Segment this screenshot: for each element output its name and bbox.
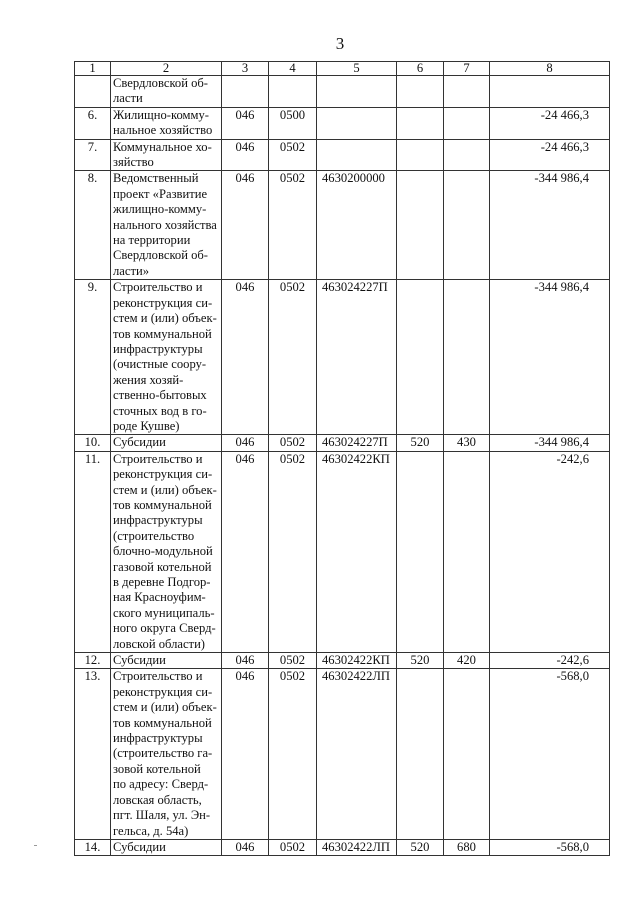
kosgu-code: 430 [444,435,490,451]
target-article: 46302422ЛП [317,669,397,839]
amount: -242,6 [490,451,610,652]
ministry-code: 046 [222,107,269,139]
kosgu-code [444,669,490,839]
ministry-code: 046 [222,280,269,435]
row-name: Строительство и реконструкция си- стем и (или) объек- тов коммунальной инфраструктуры (очистные соору- жения хозяй- ственно-бытовых сточных вод в го- роде Кушве) [111,280,222,435]
table-row [75,653,610,669]
ministry-code: 046 [222,171,269,280]
target-article: 46302422ЛП [317,839,397,855]
amount: -568,0 [490,839,610,855]
table-row [75,669,610,839]
header-col-3: 3 [222,62,269,76]
scan-artifact [34,845,37,846]
expense-type [397,171,444,280]
expense-type [397,280,444,435]
target-article: 46302422КП [317,653,397,669]
target-article [317,107,397,139]
target-article: 4630200000 [317,171,397,280]
row-name: Субсидии [111,839,222,855]
section-code: 0502 [269,435,317,451]
expense-type [397,107,444,139]
ministry-code: 046 [222,139,269,171]
section-code: 0502 [269,280,317,435]
table-row [75,839,610,855]
page-number: 3 [335,34,345,53]
kosgu-code [444,451,490,652]
table-row [75,171,610,280]
kosgu-code: 420 [444,653,490,669]
ministry-code: 046 [222,451,269,652]
row-number: 14. [75,839,111,855]
kosgu-code [444,171,490,280]
amount: -24 466,3 [490,139,610,171]
expense-type: 520 [397,653,444,669]
target-article [317,76,397,108]
header-col-6: 6 [397,62,444,76]
row-number: 10. [75,435,111,451]
target-article: 463024227П [317,280,397,435]
amount: -344 986,4 [490,280,610,435]
section-code [269,76,317,108]
expense-type: 520 [397,435,444,451]
section-code: 0502 [269,669,317,839]
row-name: Ведомственный проект «Развитие жилищно-комму- нального хозяйства на территории Свердловской об- ласти» [111,171,222,280]
row-name: Субсидии [111,435,222,451]
row-number: 9. [75,280,111,435]
kosgu-code [444,76,490,108]
table-row [75,107,610,139]
expense-type [397,139,444,171]
expense-type: 520 [397,839,444,855]
section-code: 0502 [269,839,317,855]
row-name: Жилищно-комму- нальное хозяйство [111,107,222,139]
kosgu-code [444,139,490,171]
amount: -344 986,4 [490,171,610,280]
target-article: 46302422КП [317,451,397,652]
row-number [75,76,111,108]
table-row [75,280,610,435]
row-number: 7. [75,139,111,171]
table-row [75,139,610,171]
ministry-code [222,76,269,108]
amount: -24 466,3 [490,107,610,139]
row-name: Строительство и реконструкция си- стем и (или) объек- тов коммунальной инфраструктуры (строительство блочно-модульной газовой котельной в деревне Подгор- ная Красноуфим- ского муниципаль- ного округа Сверд- ловской области) [111,451,222,652]
expense-type [397,669,444,839]
expense-type [397,76,444,108]
kosgu-code [444,107,490,139]
ministry-code: 046 [222,653,269,669]
table-row [75,435,610,451]
ministry-code: 046 [222,435,269,451]
section-code: 0500 [269,107,317,139]
header-col-2: 2 [111,62,222,76]
row-number: 6. [75,107,111,139]
section-code: 0502 [269,139,317,171]
amount [490,76,610,108]
ministry-code: 046 [222,839,269,855]
row-number: 11. [75,451,111,652]
expense-type [397,451,444,652]
budget-table [74,61,610,856]
kosgu-code: 680 [444,839,490,855]
row-name: Свердловской об- ласти [111,76,222,108]
row-number: 13. [75,669,111,839]
amount: -344 986,4 [490,435,610,451]
header-col-8: 8 [490,62,610,76]
table-row [75,451,610,652]
row-name: Субсидии [111,653,222,669]
row-number: 8. [75,171,111,280]
ministry-code: 046 [222,669,269,839]
row-number: 12. [75,653,111,669]
header-col-1: 1 [75,62,111,76]
header-row [75,62,610,76]
kosgu-code [444,280,490,435]
section-code: 0502 [269,171,317,280]
header-col-5: 5 [317,62,397,76]
amount: -242,6 [490,653,610,669]
header-col-4: 4 [269,62,317,76]
header-col-7: 7 [444,62,490,76]
target-article [317,139,397,171]
amount: -568,0 [490,669,610,839]
row-name: Коммунальное хо- зяйство [111,139,222,171]
table-row [75,76,610,108]
target-article: 463024227П [317,435,397,451]
section-code: 0502 [269,653,317,669]
section-code: 0502 [269,451,317,652]
row-name: Строительство и реконструкция си- стем и (или) объек- тов коммунальной инфраструктуры (строительство га- зовой котельной по адресу: Сверд- ловская область, пгт. Шаля, ул. Эн- гельса, д. 54а) [111,669,222,839]
